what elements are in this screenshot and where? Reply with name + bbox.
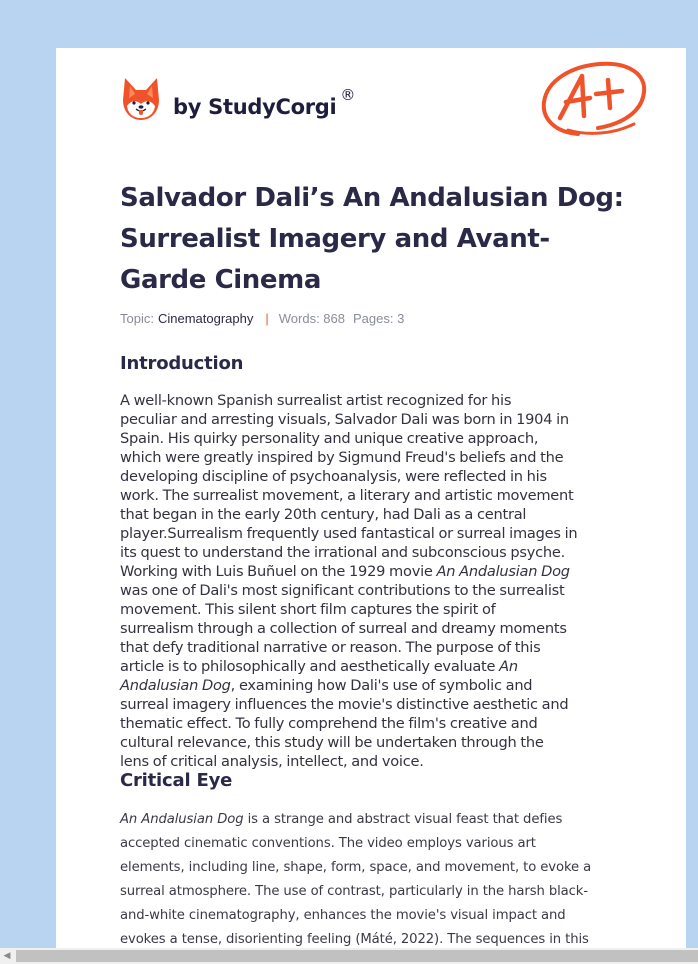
paragraph-line: that defy traditional narrative or reason. The purpose of this (120, 639, 541, 656)
title-line: Salvador Dali’s An Andalusian Dog: (120, 183, 624, 213)
scroll-left-arrow-icon[interactable]: ◀ (3, 951, 11, 961)
title-line: Surrealist Imagery and Avant- (120, 224, 550, 254)
brand-name: by StudyCorgi (173, 95, 337, 119)
paragraph-line: movement. This silent short film captures the spirit of (120, 601, 496, 618)
word-count: Words: 868 (278, 311, 345, 326)
corgi-logo-icon (121, 76, 161, 122)
film-title-italic: An (499, 658, 518, 675)
paragraph-line: evokes a tense, disorienting feeling (Máté, 2022). The sequences in this (120, 932, 589, 947)
paragraph-line: its quest to understand the irrational and subconscious psyche. (120, 544, 566, 561)
section-heading-introduction: Introduction (120, 353, 244, 374)
paragraph-line: cultural relevance, this study will be undertaken through the (120, 734, 544, 751)
paragraph-line (120, 562, 635, 581)
text-run: , examining how Dali's use of symbolic and (230, 677, 533, 694)
paragraph-line: accepted cinematic conventions. The video employs various art (120, 836, 536, 851)
a-plus-grade-icon (538, 58, 650, 140)
paragraph-line: A well-known Spanish surrealist artist recognized for his (120, 392, 512, 409)
paragraph-line: which were greatly inspired by Sigmund Freud's beliefs and the (120, 449, 564, 466)
paragraph-line: surreal atmosphere. The use of contrast, particularly in the harsh black- (120, 884, 588, 899)
paragraph-line: was one of Dali's most significant contributions to the surrealist (120, 582, 565, 599)
meta-separator: | (265, 311, 269, 326)
paragraph-line: surreal imagery influences the movie's distinctive aesthetic and (120, 696, 569, 713)
page-count: Pages: 3 (353, 311, 405, 326)
introduction-paragraph (120, 391, 635, 771)
film-title-italic: An Andalusian Dog (120, 812, 244, 827)
paragraph-line: peculiar and arresting visuals, Salvador Dali was born in 1904 in (120, 411, 569, 428)
paragraph-line: developing discipline of psychoanalysis, were reflected in his (120, 468, 547, 485)
film-title-italic: Andalusian Dog (120, 677, 231, 694)
article-meta (120, 311, 404, 326)
film-title-italic: An Andalusian Dog (436, 563, 570, 580)
paragraph-line: work. The surrealist movement, a literary and artistic movement (120, 487, 574, 504)
section-heading-critical-eye: Critical Eye (120, 770, 233, 791)
paragraph-line (120, 657, 635, 676)
paragraph-line: lens of critical analysis, intellect, and voice. (120, 753, 424, 770)
article-title (120, 178, 640, 301)
paragraph-line: elements, including line, shape, form, space, and movement, to evoke a (120, 860, 592, 875)
paragraph-line (120, 808, 635, 832)
paragraph-line: that began in the early 20th century, had Dali as a central (120, 506, 527, 523)
text-run: article is to philosophically and aesthetically evaluate (120, 658, 500, 675)
paragraph-line: surrealism through a collection of surreal and dreamy moments (120, 620, 567, 637)
scrollbar-thumb[interactable] (16, 950, 698, 962)
title-line: Garde Cinema (120, 265, 321, 295)
topic-link[interactable]: Cinematography (157, 311, 254, 326)
paragraph-line: Spain. His quirky personality and unique creative approach, (120, 430, 539, 447)
registered-mark: ® (340, 86, 356, 104)
document-card (56, 48, 686, 958)
text-run: Working with Luis Buñuel on the 1929 movie (120, 563, 437, 580)
studycorgi-logo[interactable] (121, 74, 355, 124)
paragraph-line: and-white cinematography, enhances the movie's visual impact and (120, 908, 566, 923)
horizontal-scrollbar[interactable] (0, 948, 698, 964)
critical-eye-paragraph (120, 808, 635, 952)
text-run: is a strange and abstract visual feast that defies (243, 812, 563, 827)
topic-label: Topic: (120, 311, 154, 326)
paragraph-line (120, 676, 635, 695)
paragraph-line: player.Surrealism frequently used fantastical or surreal images in (120, 525, 578, 542)
paragraph-line: thematic effect. To fully comprehend the film's creative and (120, 715, 538, 732)
